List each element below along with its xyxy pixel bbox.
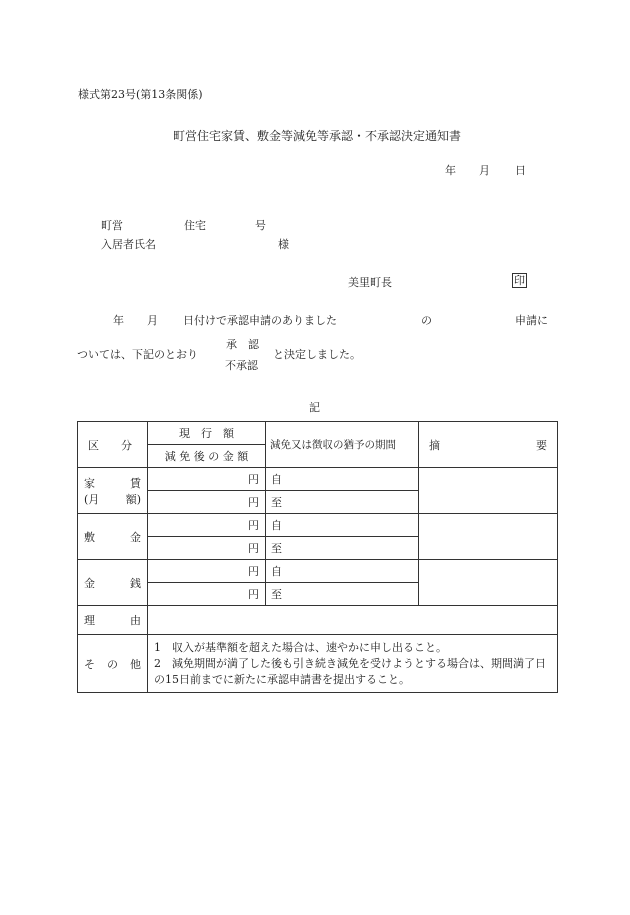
rent-to: 至 [266, 491, 419, 514]
town-label: 町営 [101, 219, 123, 232]
deposit-remarks [419, 514, 558, 560]
body-year-label: 年 [113, 314, 124, 327]
money-current-yen: 円 [148, 560, 266, 583]
body-month-label: 月 [147, 314, 158, 327]
row-money-label: 金 銭 [78, 560, 148, 606]
number-label: 号 [255, 219, 266, 232]
money-after-yen: 円 [148, 583, 266, 606]
money-to: 至 [266, 583, 419, 606]
deposit-from: 自 [266, 514, 419, 537]
deposit-after-yen: 円 [148, 537, 266, 560]
money-remarks [419, 560, 558, 606]
rent-after-yen: 円 [148, 491, 266, 514]
body-text-4: と決定しました。 [273, 348, 361, 361]
sender-title: 美里町長 [348, 276, 392, 289]
date-year-label: 年 [445, 164, 456, 177]
date-month-label: 月 [479, 164, 490, 177]
body-text-3: ついては、下記のとおり [77, 348, 198, 361]
row-reason-label: 理 由 [78, 606, 148, 635]
header-category: 区 分 [78, 422, 148, 468]
disapprove-option: 不承認 [225, 359, 258, 372]
note-1: 1 収入が基準額を超えた場合は、速やかに申し出ること。 [154, 640, 447, 654]
form-number: 様式第23号(第13条関係) [78, 88, 203, 101]
body-text-1: 日付けで承認申請のありました [183, 314, 337, 327]
rent-current-yen: 円 [148, 468, 266, 491]
note-2: 2 減免期間が満了した後も引き続き減免を受けようとする場合は、期間満了日の15日前までに新たに承認申請書を提出すること。 [154, 656, 546, 686]
approve-option: 承 認 [226, 338, 259, 351]
body-no: の [421, 314, 432, 327]
row-other-label: そ の 他 [78, 635, 148, 693]
document-title: 町営住宅家賃、敷金等減免等承認・不承認決定通知書 [173, 129, 462, 143]
row-deposit-label: 敷 金 [78, 514, 148, 560]
details-table [77, 421, 558, 693]
other-notes [148, 635, 558, 693]
header-after-amount: 減 免 後 の 金 額 [148, 445, 266, 468]
seal-mark: 印 [514, 274, 525, 287]
money-from: 自 [266, 560, 419, 583]
honorific: 様 [278, 238, 289, 251]
deposit-current-yen: 円 [148, 514, 266, 537]
header-period: 減免又は徴収の猶予の期間 [266, 422, 419, 468]
housing-label: 住宅 [184, 219, 206, 232]
ki-heading: 記 [309, 401, 320, 414]
rent-from: 自 [266, 468, 419, 491]
body-text-2: 申請に [515, 314, 548, 327]
date-day-label: 日 [515, 164, 526, 177]
rent-remarks [419, 468, 558, 514]
header-remarks: 摘 要 [419, 422, 558, 468]
reason-value [148, 606, 558, 635]
tenant-name-label: 入居者氏名 [101, 238, 156, 251]
row-rent-label: 家 賃 (月 額) [78, 468, 148, 514]
deposit-to: 至 [266, 537, 419, 560]
header-current-amount: 現 行 額 [148, 422, 266, 445]
